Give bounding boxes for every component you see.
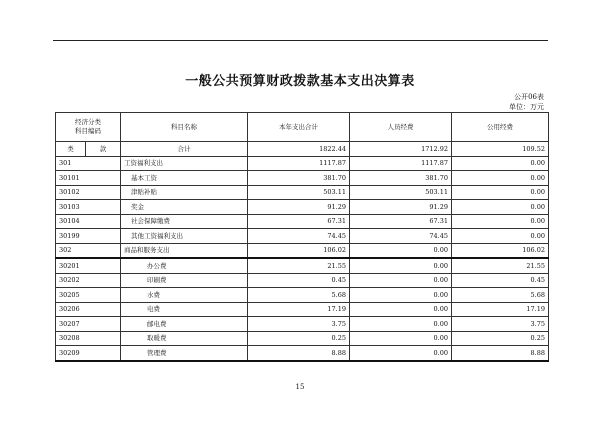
- cell-personnel: 74.45: [350, 229, 452, 244]
- cell-code: 30104: [56, 214, 121, 229]
- table-header-row: [56, 113, 549, 142]
- cell-name: 取暖费: [121, 331, 248, 346]
- cell-name: 基本工资: [121, 171, 248, 186]
- cell-personnel: 0.00: [350, 273, 452, 288]
- cell-name: 印刷费: [121, 273, 248, 288]
- cell-name: 管理费: [121, 346, 248, 361]
- cell-total: 91.29: [248, 200, 350, 215]
- cell-personnel: 381.70: [350, 171, 452, 186]
- table-row: [56, 243, 549, 258]
- cell-personnel: 503.11: [350, 185, 452, 200]
- cell-code: 30101: [56, 171, 121, 186]
- cell-public: 3.75: [452, 317, 549, 332]
- cell-total: 3.75: [248, 317, 350, 332]
- table-row: [56, 273, 549, 288]
- cell-code: 30205: [56, 288, 121, 303]
- cell-public: 0.00: [452, 200, 549, 215]
- table-row: [56, 317, 549, 332]
- cell-public: 0.00: [452, 214, 549, 229]
- cell-personnel: 0.00: [350, 331, 452, 346]
- table-row: [56, 288, 549, 303]
- cell-total: 8.88: [248, 346, 350, 361]
- cell-personnel: 67.31: [350, 214, 452, 229]
- cell-code: 30202: [56, 273, 121, 288]
- cell-public: 106.02: [452, 243, 549, 258]
- expenditure-table-wrapper: [55, 112, 548, 362]
- cell-personnel: 0.00: [350, 258, 452, 273]
- cell-public: 8.88: [452, 346, 549, 361]
- table-row: [56, 302, 549, 317]
- cell-public: 0.00: [452, 185, 549, 200]
- header-class-label-2: 科目编码: [75, 127, 101, 135]
- subheader-public: 109.52: [452, 142, 549, 157]
- table-row: [56, 214, 549, 229]
- cell-name: 办公费: [121, 258, 248, 273]
- cell-code: 30209: [56, 346, 121, 361]
- cell-code: 30199: [56, 229, 121, 244]
- cell-total: 21.55: [248, 258, 350, 273]
- cell-personnel: 0.00: [350, 317, 452, 332]
- cell-personnel: 0.00: [350, 243, 452, 258]
- cell-public: 17.19: [452, 302, 549, 317]
- header-class-code: [56, 113, 121, 142]
- header-public: 公用经费: [452, 113, 549, 142]
- top-rule: [53, 40, 548, 41]
- table-row: [56, 156, 549, 171]
- subheader-lei: 类: [56, 142, 86, 157]
- cell-total: 0.25: [248, 331, 350, 346]
- form-number: 公开06表: [514, 93, 544, 101]
- cell-code: 30201: [56, 258, 121, 273]
- header-name: 科目名称: [121, 113, 248, 142]
- cell-total: 381.70: [248, 171, 350, 186]
- cell-public: 21.55: [452, 258, 549, 273]
- subheader-kuan: 款: [86, 142, 121, 157]
- cell-code: 301: [56, 156, 121, 171]
- table-row: [56, 185, 549, 200]
- cell-code: 30102: [56, 185, 121, 200]
- table-subheader-row: [56, 142, 549, 157]
- cell-public: 0.45: [452, 273, 549, 288]
- header-total: 本年支出合计: [248, 113, 350, 142]
- table-row: [56, 200, 549, 215]
- cell-name: 水费: [121, 288, 248, 303]
- cell-code: 302: [56, 243, 121, 258]
- table-row: [56, 229, 549, 244]
- table-row: [56, 331, 549, 346]
- page-title: 一般公共预算财政拨款基本支出决算表: [185, 74, 415, 89]
- page-number: 15: [295, 383, 305, 391]
- subheader-sum-label: 合计: [121, 142, 248, 157]
- cell-personnel: 0.00: [350, 288, 452, 303]
- cell-total: 0.45: [248, 273, 350, 288]
- cell-public: 0.00: [452, 156, 549, 171]
- cell-total: 74.45: [248, 229, 350, 244]
- cell-public: 0.25: [452, 331, 549, 346]
- cell-name: 奖金: [121, 200, 248, 215]
- cell-personnel: 0.00: [350, 346, 452, 361]
- cell-name: 社会保障缴费: [121, 214, 248, 229]
- cell-code: 30207: [56, 317, 121, 332]
- cell-name: 工资福利支出: [121, 156, 248, 171]
- cell-code: 30208: [56, 331, 121, 346]
- unit-label: 单位：万元: [509, 103, 544, 111]
- table-row: [56, 346, 549, 361]
- cell-code: 30103: [56, 200, 121, 215]
- cell-name: 其他工资福利支出: [121, 229, 248, 244]
- cell-public: 0.00: [452, 171, 549, 186]
- expenditure-table: [55, 112, 549, 362]
- cell-total: 106.02: [248, 243, 350, 258]
- cell-code: 30206: [56, 302, 121, 317]
- cell-personnel: 1117.87: [350, 156, 452, 171]
- table-row: [56, 171, 549, 186]
- subheader-personnel: 1712.92: [350, 142, 452, 157]
- cell-public: 0.00: [452, 229, 549, 244]
- cell-total: 1117.87: [248, 156, 350, 171]
- header-class-label-1: 经济分类: [75, 118, 101, 126]
- cell-name: 电费: [121, 302, 248, 317]
- header-personnel: 人员经费: [350, 113, 452, 142]
- cell-name: 邮电费: [121, 317, 248, 332]
- cell-public: 5.68: [452, 288, 549, 303]
- cell-personnel: 0.00: [350, 302, 452, 317]
- cell-name: 商品和服务支出: [121, 243, 248, 258]
- cell-name: 津贴补贴: [121, 185, 248, 200]
- cell-total: 17.19: [248, 302, 350, 317]
- table-row: [56, 258, 549, 273]
- cell-personnel: 91.29: [350, 200, 452, 215]
- cell-total: 67.31: [248, 214, 350, 229]
- subheader-total: 1822.44: [248, 142, 350, 157]
- cell-total: 503.11: [248, 185, 350, 200]
- cell-total: 5.68: [248, 288, 350, 303]
